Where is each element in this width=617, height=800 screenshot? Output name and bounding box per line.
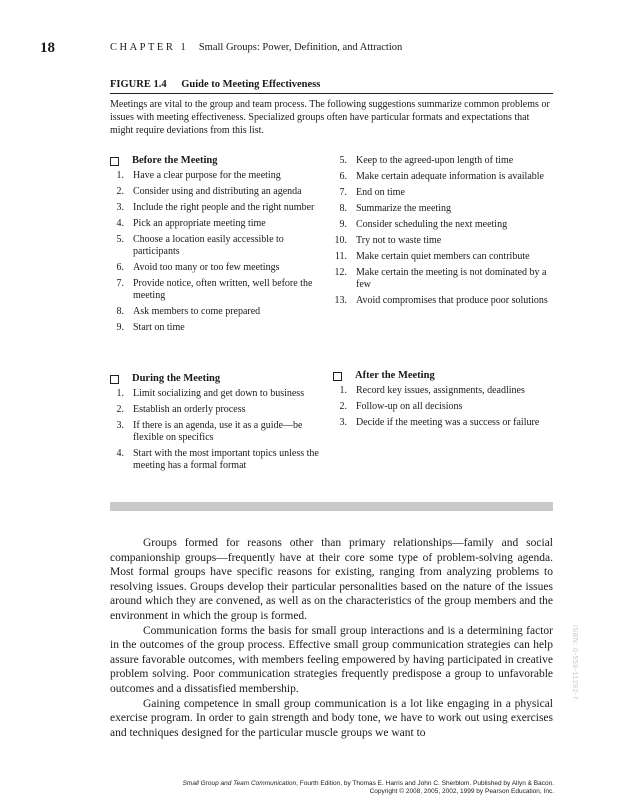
list-item <box>333 385 553 397</box>
list-item-text: Ask members to come prepared <box>133 306 261 317</box>
list-item <box>333 203 553 215</box>
isbn-side-note: ISBN: 0-558-11282-7 <box>571 625 578 701</box>
list-item-number: 3. <box>116 202 124 213</box>
list-item <box>333 267 553 291</box>
list-item <box>110 404 322 416</box>
list-item-number: 2. <box>339 401 347 412</box>
after-meeting-section <box>333 370 553 433</box>
body-paragraph: Gaining competence in small group communication is a lot like engaging in a physical exercise program. In order to gain strength and body tone, we have to work out using exercises and techniques designed for the particular muscle groups we want to <box>110 697 553 739</box>
after-meeting-list <box>333 385 553 429</box>
footer-line1: , Fourth Edition, by Thomas E. Harris and John C. Sherblom. Published by Allyn & Bacon. <box>296 780 554 787</box>
list-item-number: 4. <box>116 448 124 459</box>
before-meeting-section <box>110 155 322 338</box>
page-number: 18 <box>40 40 55 56</box>
chapter-label: CHAPTER 1 <box>110 42 189 53</box>
list-item-text: Pick an appropriate meeting time <box>133 218 266 229</box>
figure-caption: Guide to Meeting Effectiveness <box>181 79 321 90</box>
before-meeting-continued-section <box>333 155 553 311</box>
footer-book-title: Small Group and Team Communication <box>182 780 297 787</box>
after-heading-text: After the Meeting <box>355 370 435 381</box>
footer-line2: Copyright © 2008, 2005, 2002, 1999 by Pearson Education, Inc. <box>369 788 554 795</box>
list-item-number: 1. <box>339 385 347 396</box>
list-item <box>110 306 322 318</box>
list-item-number: 3. <box>116 420 124 431</box>
copyright-footer <box>130 780 554 796</box>
list-item-text: Choose a location easily accessible to participants <box>133 234 284 257</box>
list-item-text: Start with the most important topics unless the meeting has a formal format <box>133 448 319 471</box>
list-item <box>110 322 322 334</box>
list-item-text: If there is an agenda, use it as a guide—be flexible on specifics <box>133 420 303 443</box>
list-item-number: 8. <box>116 306 124 317</box>
during-meeting-heading <box>110 373 322 385</box>
list-item-number: 6. <box>339 171 347 182</box>
list-item-text: Include the right people and the right number <box>133 202 315 213</box>
list-item-number: 4. <box>116 218 124 229</box>
list-item <box>333 251 553 263</box>
list-item-number: 7. <box>116 278 124 289</box>
list-item-number: 9. <box>339 219 347 230</box>
figure-label: FIGURE 1.4 <box>110 79 167 90</box>
list-item <box>333 235 553 247</box>
list-item-text: Avoid too many or too few meetings <box>133 262 280 273</box>
list-item-number: 7. <box>339 187 347 198</box>
body-paragraph: Communication forms the basis for small group interactions and is a determining factor in the outcomes of the group process. Effective small group communication strategies can help assure favorable outcomes, with members feeling empowered by having participated in creative problem solving. Poor communication strategies frequently predispose a group to unfavorable outcomes and a dissatisfied membership. <box>110 624 553 695</box>
list-item-text: Keep to the agreed-upon length of time <box>356 155 514 166</box>
list-item <box>333 219 553 231</box>
list-item <box>110 278 322 302</box>
list-item-text: Avoid compromises that produce poor solutions <box>356 295 548 306</box>
list-item-text: Try not to waste time <box>356 235 442 246</box>
body-text <box>110 536 553 740</box>
figure-title <box>110 79 320 90</box>
figure-intro: Meetings are vital to the group and team process. The following suggestions summarize common problems or issues with meeting effectiveness. Specialized groups often have particular formats and expectations that might require deviations from this list. <box>110 99 550 136</box>
list-item <box>110 186 322 198</box>
list-item-text: Have a clear purpose for the meeting <box>133 170 281 181</box>
list-item-text: Decide if the meeting was a success or failure <box>356 417 540 428</box>
list-item-number: 9. <box>116 322 124 333</box>
list-item-number: 2. <box>116 404 124 415</box>
list-item <box>110 448 322 472</box>
list-item-text: Provide notice, often written, well before the meeting <box>133 278 313 301</box>
during-meeting-section <box>110 373 322 476</box>
after-meeting-heading <box>333 370 553 382</box>
list-item-text: Start on time <box>133 322 185 333</box>
list-item <box>110 262 322 274</box>
list-item-text: Make certain the meeting is not dominated by a few <box>356 267 547 290</box>
list-item <box>110 388 322 400</box>
list-item <box>333 155 553 167</box>
chapter-title: Small Groups: Power, Definition, and Attraction <box>198 42 403 53</box>
list-item-number: 2. <box>116 186 124 197</box>
checkbox-square-icon <box>110 375 119 384</box>
figure-bottom-bar <box>110 502 553 511</box>
list-item <box>333 171 553 183</box>
list-item <box>333 417 553 429</box>
list-item <box>110 234 322 258</box>
list-item-text: Consider using and distributing an agenda <box>133 186 302 197</box>
before-meeting-list <box>110 170 322 334</box>
list-item-number: 3. <box>339 417 347 428</box>
list-item-number: 6. <box>116 262 124 273</box>
list-item <box>110 420 322 444</box>
checkbox-square-icon <box>110 157 119 166</box>
list-item-text: Limit socializing and get down to business <box>133 388 305 399</box>
list-item-text: Make certain adequate information is available <box>356 171 544 182</box>
list-item <box>110 170 322 182</box>
before-heading-text: Before the Meeting <box>132 155 218 166</box>
list-item-text: Record key issues, assignments, deadlines <box>356 385 525 396</box>
list-item <box>333 295 553 307</box>
list-item <box>110 218 322 230</box>
list-item <box>333 187 553 199</box>
list-item-number: 10. <box>334 235 347 246</box>
during-meeting-list <box>110 388 322 472</box>
list-item-number: 1. <box>116 388 124 399</box>
list-item-text: Establish an orderly process <box>133 404 246 415</box>
list-item-number: 5. <box>339 155 347 166</box>
list-item-number: 5. <box>116 234 124 245</box>
list-item-text: End on time <box>356 187 405 198</box>
list-item-text: Follow-up on all decisions <box>356 401 463 412</box>
during-heading-text: During the Meeting <box>132 373 221 384</box>
list-item-number: 1. <box>116 170 124 181</box>
list-item-number: 8. <box>339 203 347 214</box>
figure-top-rule <box>110 93 553 94</box>
list-item-number: 11. <box>334 251 347 262</box>
before-meeting-continued-list <box>333 155 553 307</box>
body-paragraph: Groups formed for reasons other than primary relationships—family and social companionship groups—frequently have at their core some type of problem-solving agenda. Most formal groups have specific reasons for existing, ranging from analyzing problems to resolving issues. Groups develop their particular personalities based on the nature of the issues around which they are convened, as well as on the characteristics of the group members and the environment in which the group is formed. <box>110 537 553 622</box>
list-item <box>110 202 322 214</box>
list-item-number: 12. <box>334 267 347 278</box>
running-header <box>110 42 402 53</box>
list-item <box>333 401 553 413</box>
list-item-text: Summarize the meeting <box>356 203 451 214</box>
checkbox-square-icon <box>333 372 342 381</box>
list-item-text: Make certain quiet members can contribute <box>356 251 530 262</box>
list-item-number: 13. <box>334 295 347 306</box>
list-item-text: Consider scheduling the next meeting <box>356 219 508 230</box>
before-meeting-heading <box>110 155 322 167</box>
